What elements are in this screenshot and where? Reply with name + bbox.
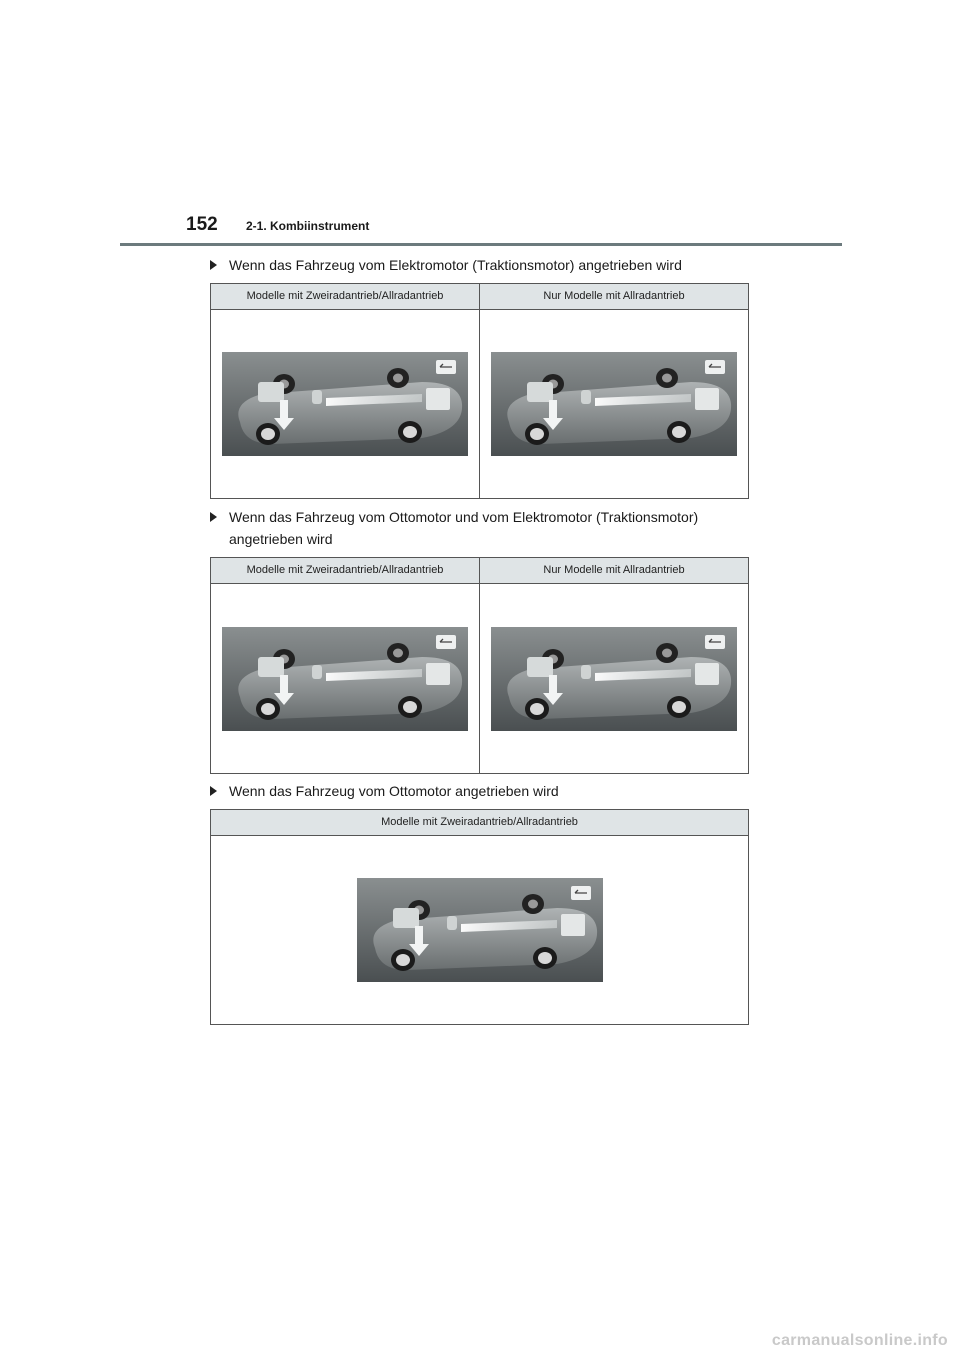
column-header-2wd-awd: Modelle mit Zweiradantrieb/Allradantrieb <box>246 290 444 302</box>
triangle-bullet-icon <box>210 260 217 270</box>
column-header-2wd-awd: Modelle mit Zweiradantrieb/Allradantrieb <box>381 816 578 828</box>
column-header-awd-only: Nur Modelle mit Allradantrieb <box>479 284 748 309</box>
table-cell <box>211 584 479 773</box>
table-cell <box>479 584 748 773</box>
table-header <box>211 810 748 836</box>
energy-flow-car-image <box>357 878 603 982</box>
energy-flow-car-image <box>222 627 468 731</box>
illustration-table-hybrid <box>210 557 749 774</box>
heading-text: Wenn das Fahrzeug vom Ottomotor angetrieben wird <box>229 783 559 799</box>
energy-flow-car-image <box>222 352 468 456</box>
table-cell <box>211 310 479 498</box>
illustration-table-electric <box>210 283 749 499</box>
table-body <box>211 310 748 498</box>
watermark: carmanualsonline.info <box>771 1332 948 1349</box>
page-number: 152 <box>186 214 218 235</box>
table-header <box>211 284 748 310</box>
triangle-bullet-icon <box>210 786 217 796</box>
table-header <box>211 558 748 584</box>
illustration-table-gasoline <box>210 809 749 1025</box>
section-title: 2-1. Kombiinstrument <box>246 219 370 233</box>
section-heading-gasoline <box>210 780 750 802</box>
energy-flow-car-image <box>491 627 737 731</box>
section-heading-hybrid <box>210 506 750 550</box>
table-cell <box>211 836 748 1024</box>
table-body <box>211 584 748 773</box>
column-header-awd-only: Nur Modelle mit Allradantrieb <box>479 558 748 583</box>
table-cell <box>479 310 748 498</box>
column-header-2wd-awd: Modelle mit Zweiradantrieb/Allradantrieb <box>246 564 444 576</box>
energy-flow-car-image <box>491 352 737 456</box>
section-heading-electric <box>210 254 750 276</box>
table-body <box>211 836 748 1024</box>
triangle-bullet-icon <box>210 512 217 522</box>
heading-text: Wenn das Fahrzeug vom Ottomotor und vom Elektromotor (Traktionsmotor) angetrieben wird <box>229 509 699 547</box>
heading-text: Wenn das Fahrzeug vom Elektromotor (Traktionsmotor) angetrieben wird <box>229 257 682 273</box>
header-divider <box>120 243 842 246</box>
